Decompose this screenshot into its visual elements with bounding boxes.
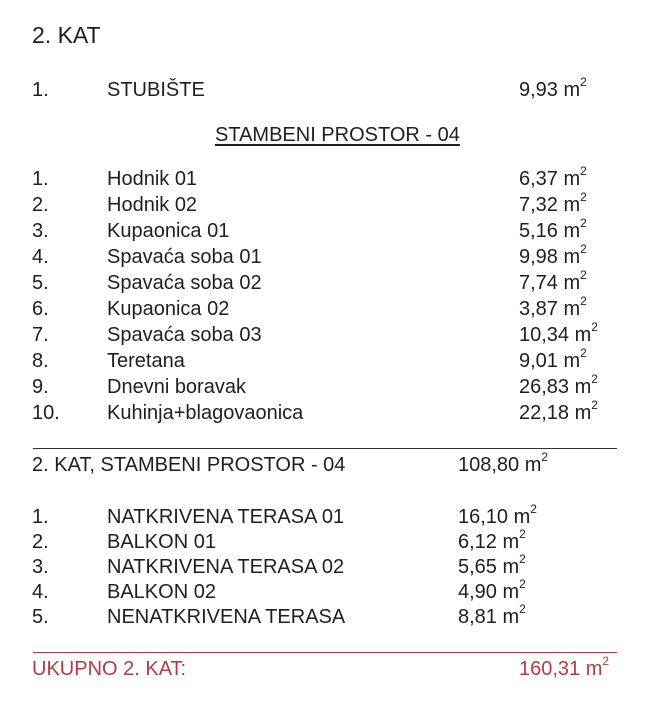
room-area: 22,18 $m^2$: [519, 398, 598, 424]
room-number: 6.: [32, 298, 49, 320]
room-name: Teretana: [107, 350, 185, 372]
outdoor-name: NATKRIVENA TERASA 02: [107, 556, 345, 578]
outdoor-area: 16,10 $m^2$: [458, 502, 537, 528]
room-number: 2.: [32, 194, 49, 216]
outdoor-number: 3.: [32, 556, 49, 578]
outdoor-name: NENATKRIVENA TERASA: [107, 606, 346, 628]
room-area: 10,34 $m^2$: [519, 320, 598, 346]
room-area: 7,74 $m^2$: [519, 268, 587, 294]
total-label: UKUPNO 2. KAT:: [32, 658, 187, 680]
room-area: 9,98 $m^2$: [519, 242, 587, 268]
subtotal-area: 108,80 $m^2$: [458, 450, 549, 476]
outdoor-area: 5,65 $m^2$: [458, 552, 526, 578]
room-number: 8.: [32, 350, 49, 372]
room-area: 9,01 $m^2$: [519, 346, 587, 372]
room-name: Hodnik 01: [107, 168, 198, 190]
outdoor-number: 1.: [32, 506, 49, 528]
room-area: 6,37 $m^2$: [519, 164, 587, 190]
outdoor-name: NATKRIVENA TERASA 01: [107, 506, 345, 528]
room-name: Kupaonica 02: [107, 298, 230, 320]
room-name: Spavaća soba 02: [107, 272, 262, 294]
outdoor-name: BALKON 01: [107, 531, 216, 553]
room-number: 4.: [32, 246, 49, 268]
room-number: 3.: [32, 220, 49, 242]
subtotal-divider: [33, 448, 617, 449]
room-name: Dnevni boravak: [107, 376, 246, 398]
room-name: Hodnik 02: [107, 194, 198, 216]
subtotal-label: 2. KAT, STAMBENI PROSTOR - 04: [32, 454, 346, 476]
outdoor-area: 4,90 $m^2$: [458, 577, 526, 603]
outdoor-area: 6,12 $m^2$: [458, 527, 526, 553]
stairs-name: STUBIŠTE: [107, 79, 205, 101]
room-area: 26,83 $m^2$: [519, 372, 598, 398]
room-number: 5.: [32, 272, 49, 294]
total-divider: [33, 652, 617, 653]
section-heading: STAMBENI PROSTOR - 04: [215, 124, 460, 146]
room-area: 5,16 $m^2$: [519, 216, 587, 242]
page-title: 2. KAT: [32, 22, 101, 48]
room-name: Spavaća soba 03: [107, 324, 262, 346]
outdoor-number: 5.: [32, 606, 49, 628]
room-name: Kuhinja+blagovaonica: [107, 402, 304, 424]
outdoor-number: 2.: [32, 531, 49, 553]
room-number: 9.: [32, 376, 49, 398]
outdoor-name: BALKON 02: [107, 581, 216, 603]
stairs-area: 9,93 $m^2$: [519, 75, 587, 101]
room-number: 7.: [32, 324, 49, 346]
outdoor-number: 4.: [32, 581, 49, 603]
room-name: Kupaonica 01: [107, 220, 230, 242]
room-area: 7,32 $m^2$: [519, 190, 587, 216]
room-name: Spavaća soba 01: [107, 246, 262, 268]
total-area: 160,31 $m^2$: [519, 654, 610, 680]
room-number: 1.: [32, 168, 49, 190]
stairs-number: 1.: [32, 79, 49, 101]
room-area: 3,87 $m^2$: [519, 294, 587, 320]
outdoor-area: 8,81 $m^2$: [458, 602, 526, 628]
room-number: 10.: [32, 402, 60, 424]
